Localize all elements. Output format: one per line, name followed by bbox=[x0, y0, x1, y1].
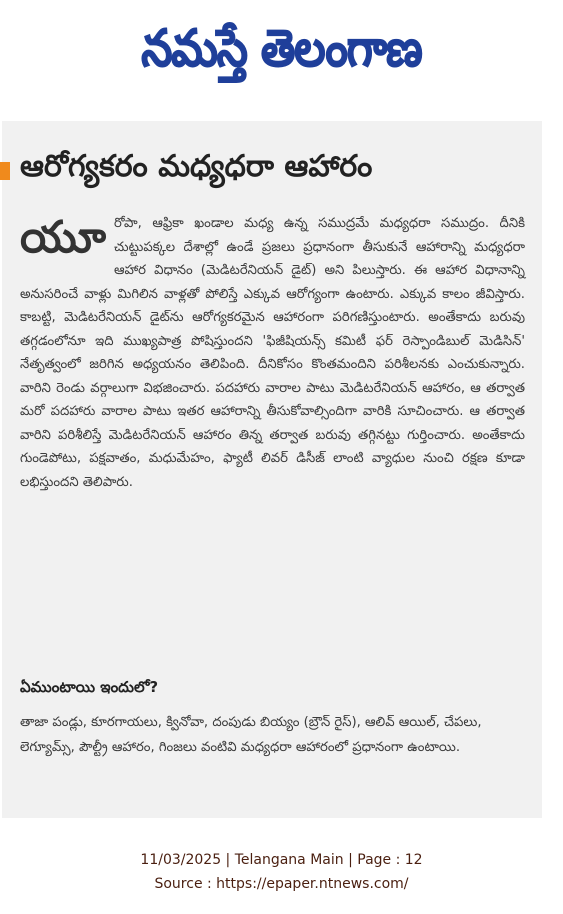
article-list-section bbox=[20, 710, 525, 760]
headline-accent-bar bbox=[0, 162, 10, 180]
drop-cap: యూ bbox=[20, 212, 106, 263]
article-headline: ఆరోగ్యకరం మధ్యధరా ఆహారం bbox=[20, 149, 373, 184]
edition-info: 11/03/2025 | Telangana Main | Page : 12 bbox=[140, 852, 423, 868]
source-link[interactable]: Source : https://epaper.ntnews.com/ bbox=[154, 876, 409, 892]
page-footer bbox=[0, 848, 563, 896]
masthead bbox=[0, 0, 563, 110]
article-paragraph: రోపా, ఆఫ్రికా ఖండాల మధ్య ఉన్న సముద్రమే మధ్యధరా సముద్రం. దీనికి చుట్టుపక్కల దేశాల్లో ఉండే ప్రజలు ప్రధానంగా తీసుకునే ఆహారాన్ని మధ్యధరా ఆహార విధానం (మెడిటరేనియన్ డైట్) అని పిలుస్తారు. ఈ ఆహార విధానాన్ని అనుసరించే వాళ్లు మిగిలిన వాళ్లతో పోలిస్తే ఎక్కువ ఆరోగ్యంగా ఉంటారు. ఎక్కువ కాలం జీవిస్తారు. కాబట్టి, మెడిటరేనియన్ డైట్‌ను ఆరోగ్యకరమైన ఆహారంగా పరిగణిస్తుంటారు. అంతేకాదు బరువు తగ్గడంలోనూ ఇది ముఖ్యపాత్ర పోషిస్తుందని 'ఫిజీషియన్స్ కమిటీ ఫర్ రెస్పాండిబుల్ మెడిసిన్' నేతృత్వంలో జరిగిన అధ్యయనం తెలిపింది. దీనికోసం కొంతమందిని పరిశీలనకు ఎంచుకున్నారు. వారిని రెండు వర్గాలుగా విభజించారు. పదహారు వారాల పాటు మెడిటరేనియన్ ఆహారం, ఆ తర్వాత మరో పదహారు వారాల పాటు ఇతర ఆహారాన్ని తీసుకోవాల్సిందిగా వారికి సూచించారు. ఆ తర్వాత వారిని పరిశీలిస్తే మెడిటరేనియన్ ఆహారం తిన్న తర్వాత బరువు తగ్గినట్టు గుర్తించారు. అంతేకాదు గుండెపోటు, పక్షవాతం, మధుమేహం, ఫ్యాటీ లివర్ డిసీజ్ లాంటి వ్యాధుల నుంచి రక్షణ కూడా లభిస్తుందని తెలిపారు. bbox=[20, 216, 525, 490]
article-subhead: ఏముంటాయి ఇందులో? bbox=[20, 678, 159, 696]
newspaper-logo: నమస్తే తెలంగాణ bbox=[141, 19, 422, 78]
article-body bbox=[20, 212, 525, 494]
article-list-paragraph: తాజా పండ్లు, కూరగాయలు, క్వినోవా, దంపుడు బియ్యం (బ్రౌన్ రైస్), ఆలివ్ ఆయిల్, చేపలు, లెగ్యూమ్స్, పౌల్ట్రీ ఆహారం, గింజలు వంటివి మధ్యధరా ఆహారంలో ప్రధానంగా ఉంటాయి. bbox=[20, 715, 482, 755]
